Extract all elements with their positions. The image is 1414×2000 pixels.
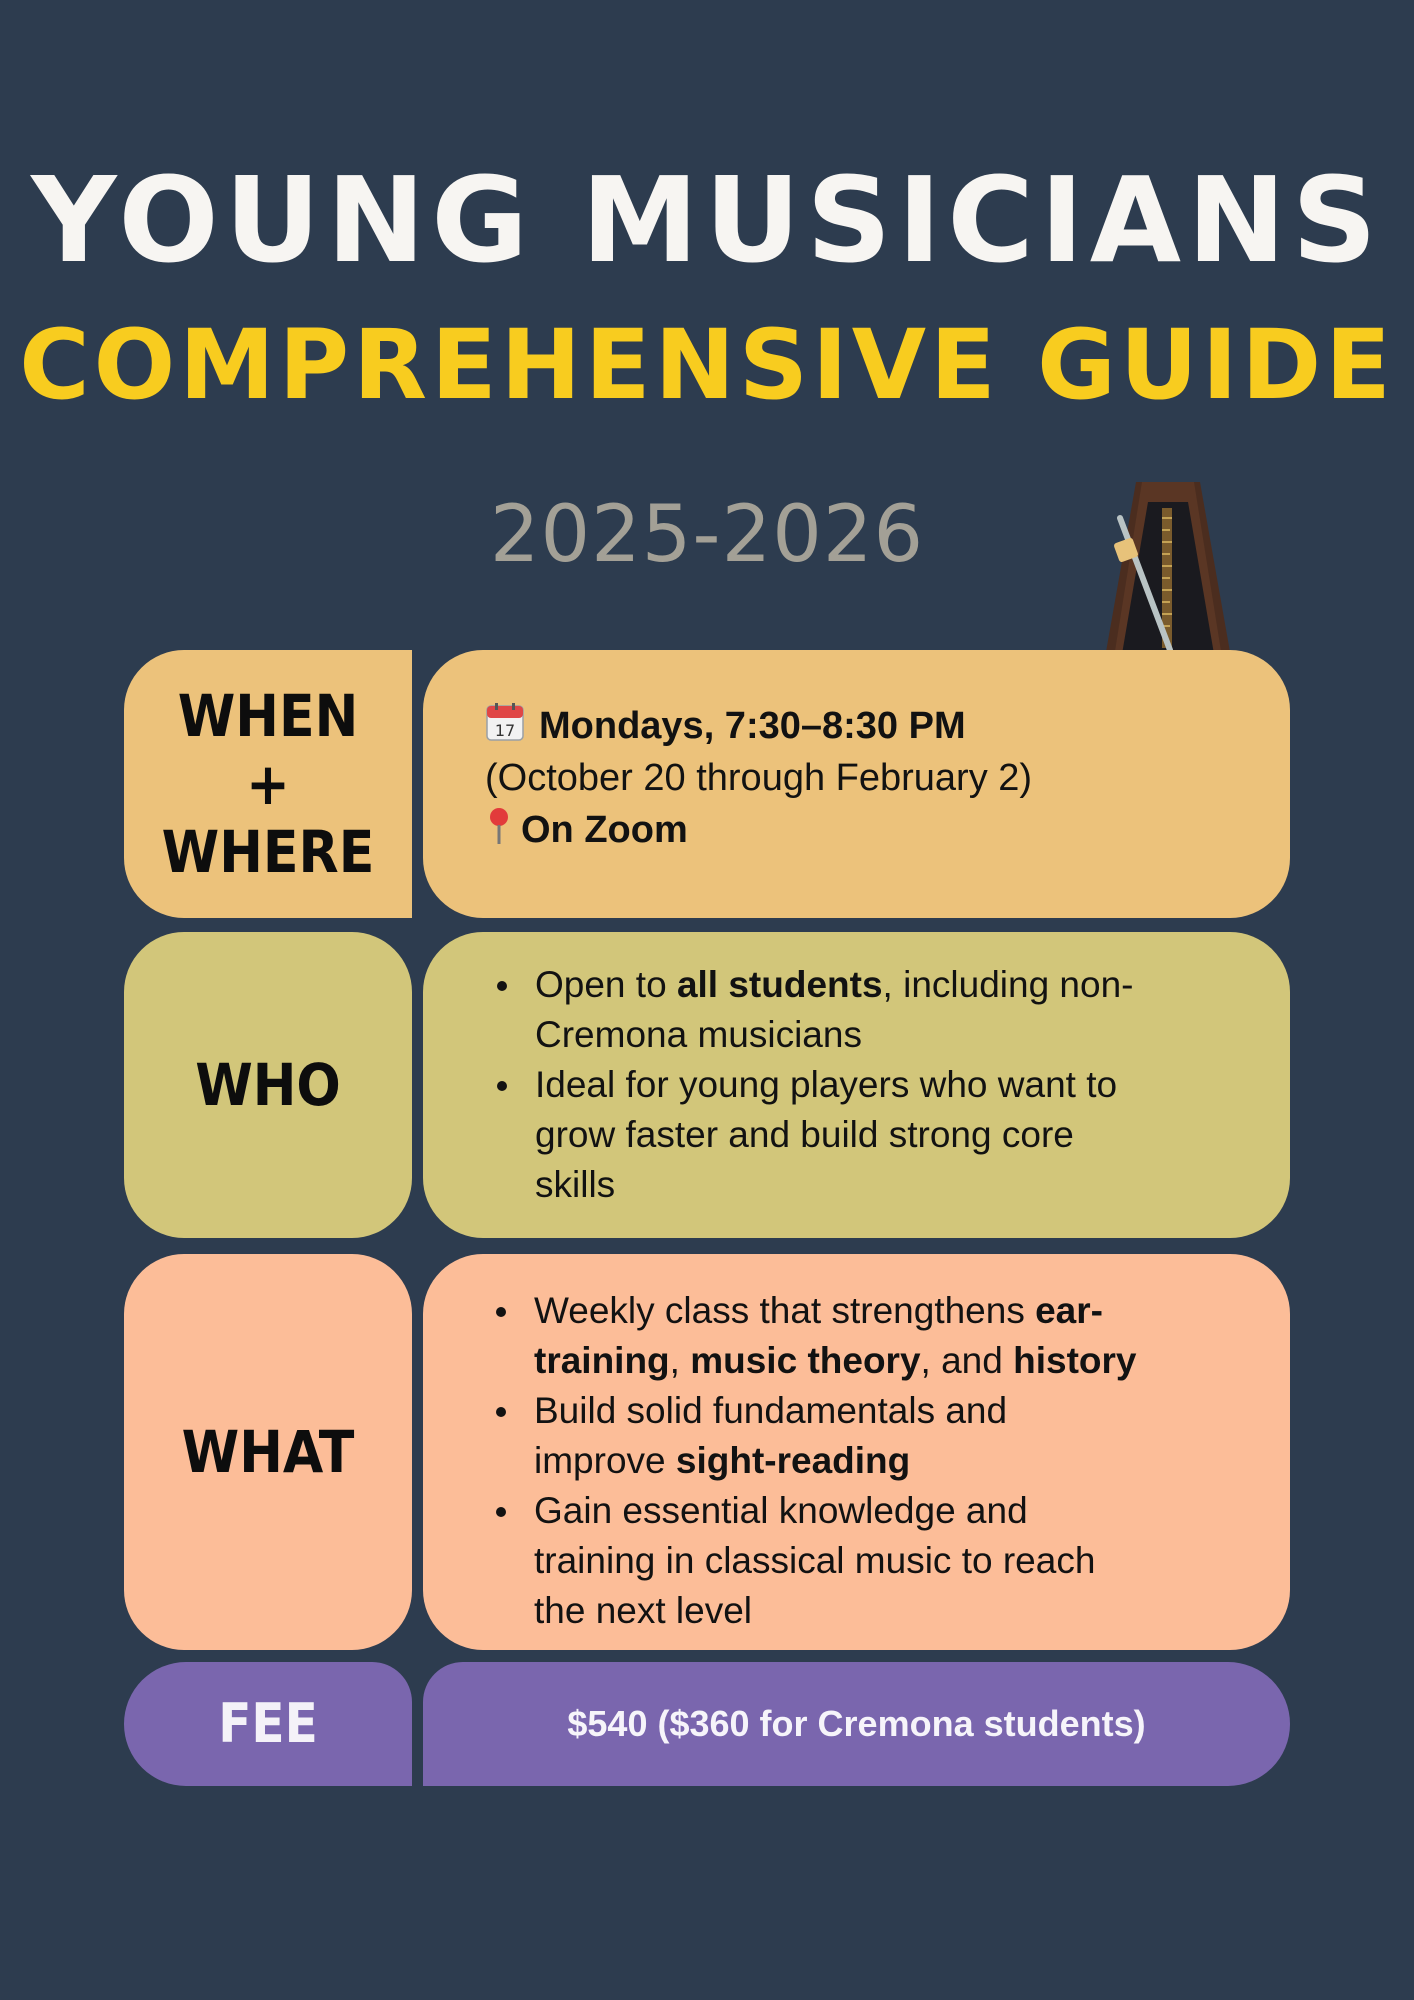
where-label: WHERE: [161, 818, 375, 886]
dates-text: (October 20 through February 2): [485, 757, 1033, 799]
svg-text:17: 17: [494, 721, 516, 740]
calendar-icon: [485, 702, 525, 742]
list-item: Weekly class that strengthens ear- training, music theory, and history: [534, 1286, 1250, 1386]
plus-label: +: [246, 750, 290, 818]
list-item: Ideal for young players who want to grow faster and build strong core skills: [535, 1060, 1250, 1210]
when-where-label: [124, 650, 412, 918]
list-item: Build solid fundamentals and improve sight-reading: [534, 1386, 1250, 1486]
who-row: [124, 932, 1290, 1238]
what-row: [124, 1254, 1290, 1650]
what-content: [423, 1254, 1290, 1650]
who-content: [423, 932, 1290, 1238]
fee-value: $540 ($360 for Cremona students): [423, 1662, 1290, 1786]
list-item: Open to all students, including non- Cremona musicians: [535, 960, 1250, 1060]
year-label: 2025-2026: [489, 490, 925, 580]
what-label: WHAT: [124, 1254, 412, 1650]
who-label: WHO: [124, 932, 412, 1238]
page-title: YOUNG MUSICIANS: [31, 151, 1383, 289]
location-text: On Zoom: [521, 809, 688, 851]
page-subtitle: COMPREHENSIVE GUIDE: [19, 309, 1395, 421]
schedule-text: Mondays, 7:30–8:30 PM: [539, 705, 966, 747]
fee-label: FEE: [124, 1662, 412, 1786]
when-label: WHEN: [177, 682, 359, 750]
pin-icon: [485, 806, 513, 846]
fee-row: [124, 1662, 1290, 1786]
when-where-row: [124, 650, 1290, 918]
list-item: Gain essential knowledge and training in classical music to reach the next level: [534, 1486, 1250, 1636]
when-where-content: [423, 650, 1290, 918]
